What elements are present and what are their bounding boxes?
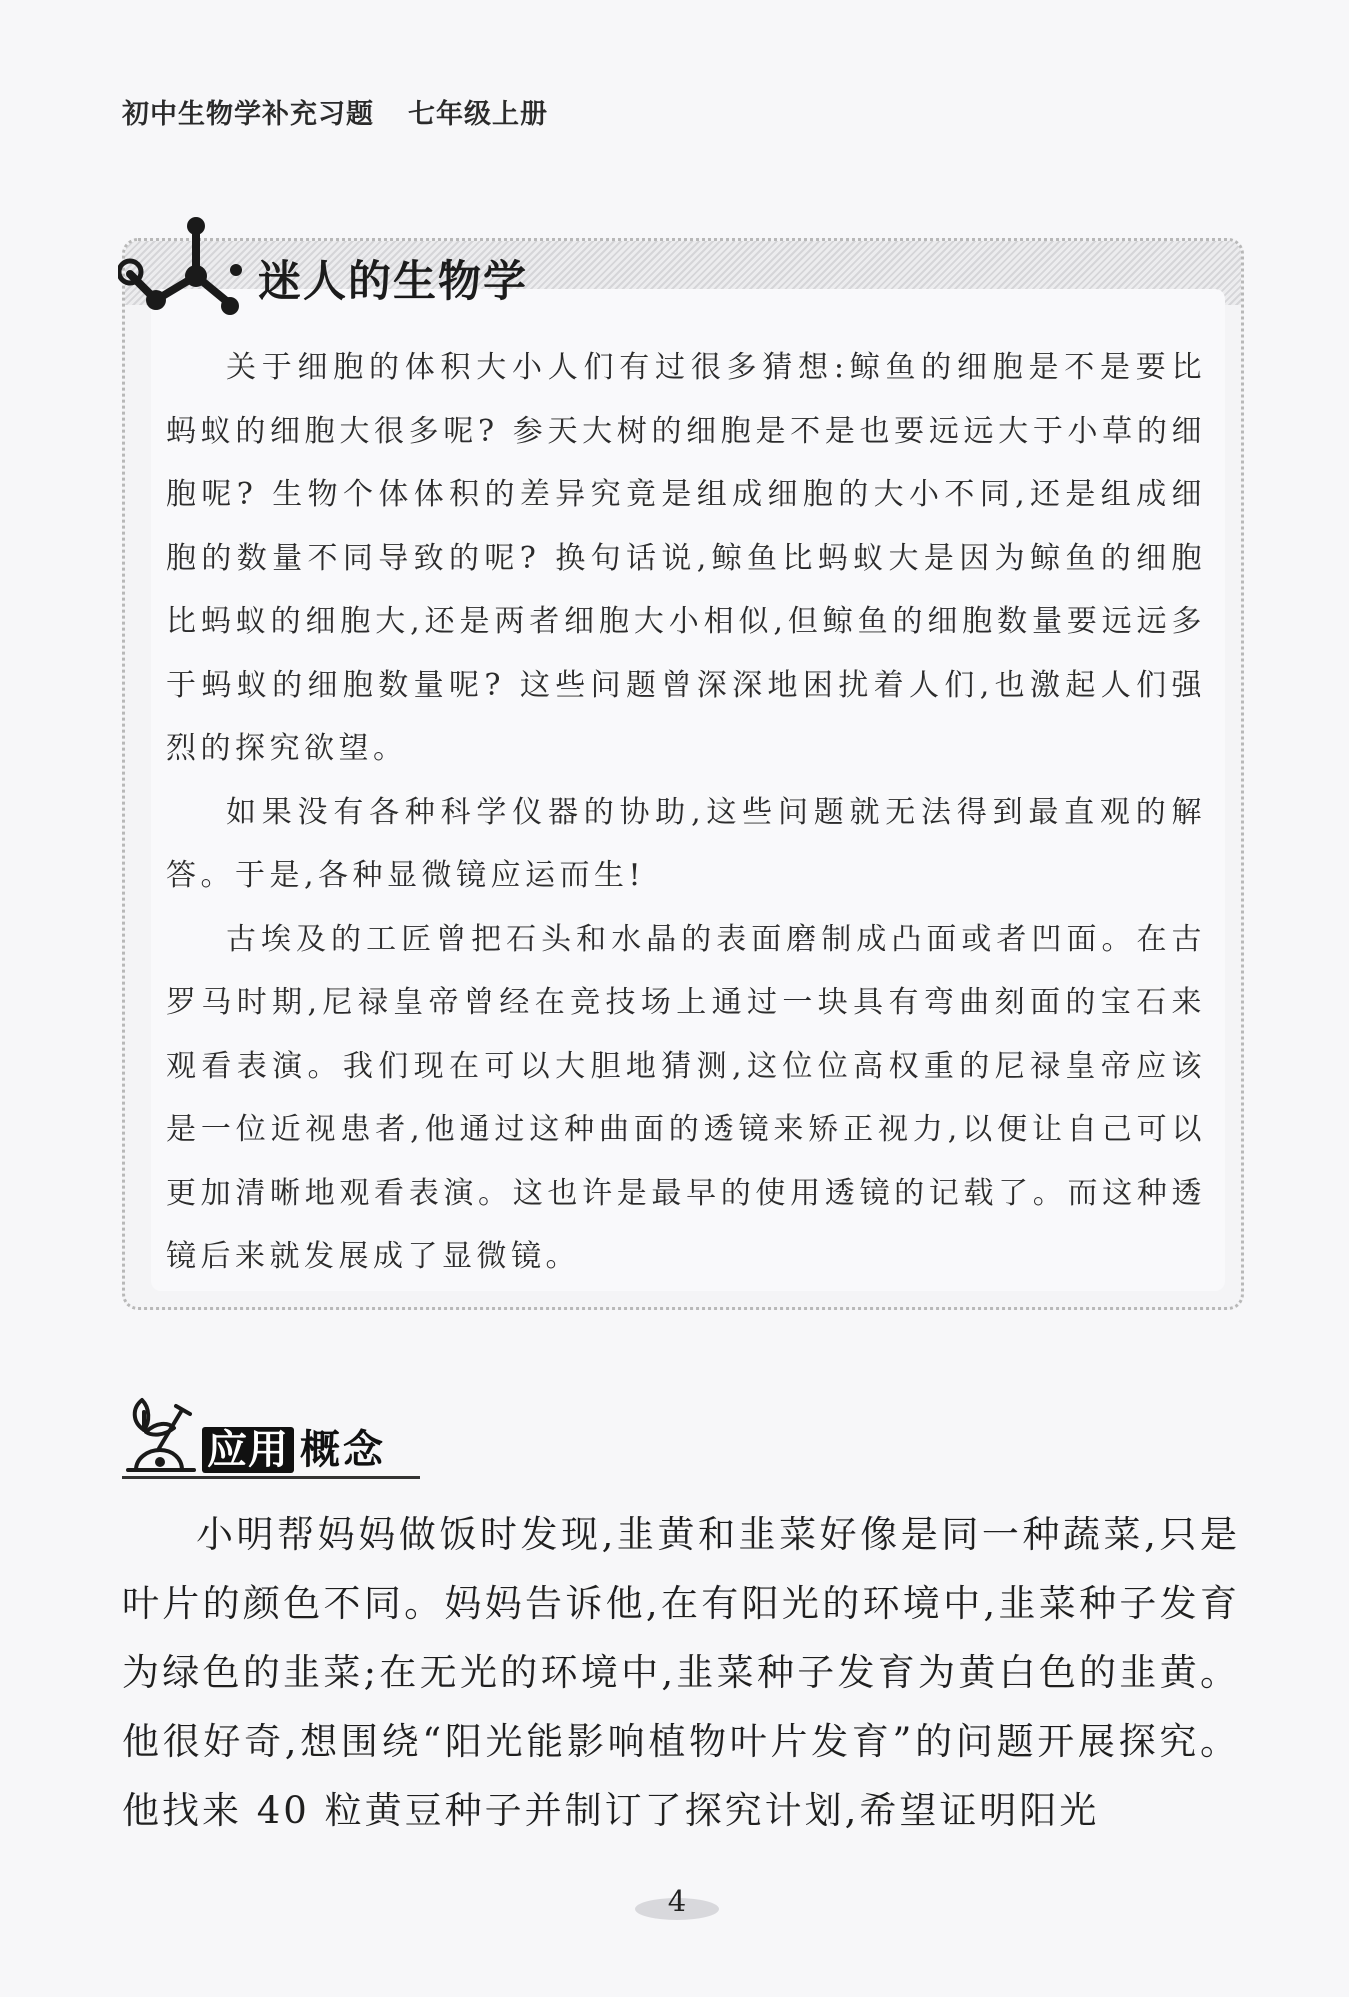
running-header <box>122 92 548 131</box>
reading-title: 迷人的生物学 <box>258 257 528 307</box>
section-label <box>202 1418 386 1475</box>
section-underline <box>122 1476 420 1479</box>
page-number-badge <box>632 1884 722 1930</box>
problem-paragraph: 小明帮妈妈做饭时发现,韭黄和韭菜好像是同一种蔬菜,只是叶片的颜色不同。妈妈告诉他,在有阳光的环境中,韭菜种子发育为绿色的韭菜;在无光的环境中,韭菜种子发育为黄白色的韭黄。他很好奇,想围绕“阳光能影响植物叶片发育”的问题开展探究。他找来 40 粒黄豆种子并制订了探究计划,希望证明阳光 <box>122 1513 1240 1832</box>
molecule-icon <box>118 212 248 322</box>
book-title: 初中生物学补充习题 <box>122 99 374 130</box>
flask-plant-icon <box>122 1392 200 1476</box>
reading-paragraph: 古埃及的工匠曾把石头和水晶的表面磨制成凸面或者凹面。在古罗马时期,尼禄皇帝曾经在竞技场上通过一块具有弯曲刻面的宝石来观看表演。我们现在可以大胆地猜测,这位位高权重的尼禄皇帝应该是一位近视患者,他通过这种曲面的透镜来矫正视力,以便让自己可以更加清晰地观看表演。这也许是最早的使用透镜的记载了。而这种透镜后来就发展成了显微镜。 <box>166 921 1206 1274</box>
problem-text <box>122 1500 1240 1845</box>
section-heading <box>122 1392 422 1482</box>
grade-label: 七年级上册 <box>408 99 548 130</box>
section-label-highlight: 应用 <box>202 1427 294 1473</box>
reading-paragraph: 关于细胞的体积大小人们有过很多猜想:鲸鱼的细胞是不是要比蚂蚁的细胞大很多呢? 参天大树的细胞是不是也要远远大于小草的细胞呢? 生物个体体积的差异究竟是组成细胞的大小不同,还是组成细胞的数量不同导致的呢? 换句话说,鲸鱼比蚂蚁大是因为鲸鱼的细胞比蚂蚁的细胞大,还是两者细胞大小相似,但鲸鱼的细胞数量要远远多于蚂蚁的细胞数量呢? 这些问题曾深深地困扰着人们,也激起人们强烈的探究欲望。 <box>166 350 1206 766</box>
page-number: 4 <box>667 1884 687 1918</box>
section-label-rest: 概念 <box>300 1427 386 1473</box>
reading-paragraph: 如果没有各种科学仪器的协助,这些问题就无法得到最直观的解答。于是,各种显微镜应运而生! <box>166 794 1206 893</box>
reading-text <box>166 336 1206 1289</box>
